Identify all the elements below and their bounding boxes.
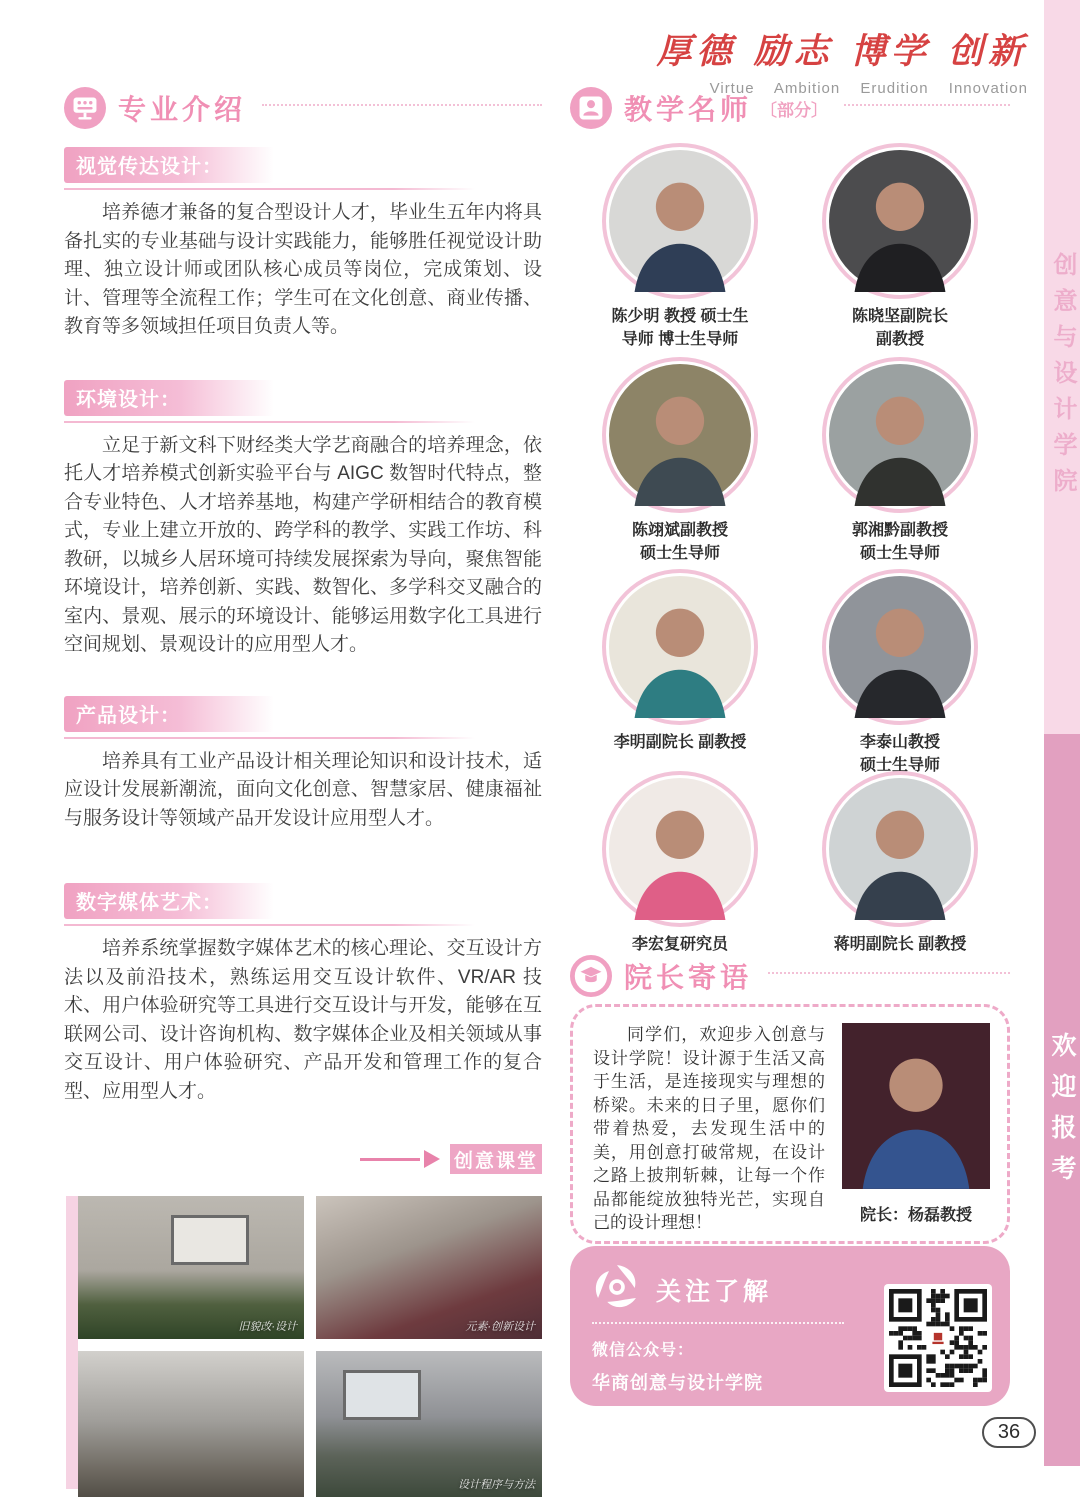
classroom-photo	[78, 1196, 304, 1339]
side-strip-welcome: 欢迎报考	[1048, 1032, 1076, 1196]
major-label: 数字媒体艺术：	[64, 883, 274, 919]
dotted-leader	[262, 104, 542, 106]
page-number: 36	[982, 1417, 1036, 1448]
side-strip-college-name: 创意与设计学院	[1049, 252, 1076, 504]
teacher-card	[609, 360, 751, 572]
teacher-caption: 陈晓坚副院长 副教授	[851, 308, 948, 348]
classroom-banner	[64, 1144, 542, 1174]
teacher-caption: 蒋明副院长 副教授	[833, 936, 967, 953]
teacher-card	[829, 360, 971, 572]
photo-watermark: 元素·创新设计	[465, 1321, 535, 1333]
teacher-photo	[829, 576, 971, 718]
majors-title: 专业介绍	[118, 94, 247, 125]
dotted-leader	[844, 104, 1010, 106]
wechat-account: 华商创意与设计学院	[592, 1373, 763, 1393]
dean-message-title: 院长寄语	[624, 962, 753, 993]
teacher-card	[829, 146, 971, 360]
motto-english: Virtue Ambition Erudition Innovation	[709, 80, 1028, 97]
major-label: 环境设计：	[64, 380, 274, 416]
teacher-caption: 郭湘黔副教授 硕士生导师	[851, 522, 948, 562]
teachers-subtitle: 〔部分〕	[760, 100, 829, 120]
major-description: 培养德才兼备的复合型设计人才，毕业生五年内将具备扎实的专业基础与设计实践能力，能够胜任视觉设计助理、独立设计师或团队核心成员等岗位，完成策划、设计、管理等全流程工作；学生可在文化创意、商业传播、教育等多领域担任项目负责人等。	[64, 202, 542, 337]
banner-arrowhead-icon	[424, 1150, 440, 1168]
right-column	[570, 86, 1010, 1406]
label-underline	[64, 737, 475, 739]
photo-watermark: 旧貌改·设计	[238, 1321, 297, 1333]
swirl-logo-icon	[592, 1262, 642, 1317]
dean-message-header	[570, 954, 1010, 998]
graduation-cap-icon	[570, 955, 612, 997]
teacher-photo	[829, 364, 971, 506]
qr-code-pattern	[889, 1289, 987, 1387]
major-label: 视觉传达设计：	[64, 147, 274, 183]
teacher-photo	[609, 576, 751, 718]
dean-message-text: 同学们，欢迎步入创意与设计学院！设计源于生活又高于生活，是连接现实与理想的桥梁。未来的日子里，愿你们带着热爱，去发现生活中的美，用创意打破常规，在设计之路上披荆斩棘，让每一个作品都能绽放独特光芒，实现自己的设计理想！	[593, 1025, 825, 1232]
label-underline	[64, 924, 475, 926]
classroom-photo	[78, 1351, 304, 1497]
teacher-card	[829, 774, 971, 953]
dotted-leader	[768, 972, 1010, 974]
majors-header	[64, 86, 542, 130]
teacher-photo	[609, 150, 751, 292]
teacher-photo	[829, 150, 971, 292]
wechat-label: 微信公众号：	[592, 1342, 695, 1359]
teachers-header	[570, 86, 1010, 130]
major-description: 培养具有工业产品设计相关理论知识和设计技术，适应设计发展新潮流，面向文化创意、智慧家居、健康福祉与服务设计等领域产品开发设计应用型人才。	[64, 750, 542, 829]
classroom-photo-grid	[78, 1196, 542, 1497]
teacher-caption: 李泰山教授 硕士生导师	[859, 734, 940, 774]
classroom-photo	[316, 1351, 542, 1497]
label-underline	[64, 421, 475, 423]
teacher-caption: 陈少明 教授 硕士生 导师 博士生导师	[611, 308, 749, 348]
dean-caption: 院长：杨磊教授	[859, 1207, 972, 1224]
dotted-divider	[592, 1322, 844, 1324]
motto-chinese: 厚德 励志 博学 创新	[656, 31, 1028, 72]
teacher-photo	[609, 364, 751, 506]
teacher-card	[829, 572, 971, 774]
dean-photo	[842, 1023, 990, 1189]
banner-arrow-line	[360, 1158, 420, 1161]
classroom-banner-label: 创意课堂	[450, 1144, 542, 1174]
label-underline	[64, 188, 475, 190]
teacher-photo	[829, 778, 971, 920]
follow-title: 关注了解	[656, 1277, 773, 1306]
qr-code	[884, 1284, 992, 1392]
follow-box	[570, 1246, 1010, 1406]
dean-photo-block	[841, 1023, 991, 1227]
teacher-photo	[609, 778, 751, 920]
major-description: 立足于新文科下财经类大学艺商融合的培养理念，依托人才培养模式创新实验平台与 AIGC 数智时代特点，整合专业特色、人才培养基地，构建产学研相结合的教育模式，专业上建立开放的、跨学科的教学、实践工作坊、科教研，以城乡人居环境可持续发展探索为导向，聚焦智能环境设计，培养创新、实践、数智化、多学科交叉融合的室内、景观、展示的环境设计、能够运用数字化工具进行空间规划、景观设计的应用型人才。	[64, 434, 542, 655]
teachers-title: 教学名师	[624, 94, 753, 125]
left-column	[64, 86, 542, 1497]
major-environment-design	[64, 380, 542, 660]
photo-watermark: 设计程序与方法	[458, 1479, 535, 1491]
major-product-design	[64, 696, 542, 834]
classroom-photo	[316, 1196, 542, 1339]
dean-message-box	[570, 1004, 1010, 1244]
teacher-caption: 陈翊斌副教授 硕士生导师	[631, 522, 728, 562]
teacher-caption: 李宏复研究员	[631, 936, 728, 953]
classroom-photo-section	[64, 1196, 542, 1497]
teacher-caption: 李明副院长 副教授	[613, 734, 747, 751]
teacher-grid	[570, 146, 1010, 953]
presentation-board-icon	[64, 87, 106, 129]
major-visual-communication	[64, 147, 542, 342]
teacher-icon	[570, 87, 612, 129]
teacher-card	[609, 146, 751, 360]
major-label: 产品设计：	[64, 696, 274, 732]
major-digital-media-art	[64, 883, 542, 1106]
teacher-card	[609, 572, 751, 774]
teacher-card	[609, 774, 751, 953]
major-description: 培养系统掌握数字媒体艺术的核心理论、交互设计方法以及前沿技术，熟练运用交互设计软件、VR/AR 技术、用户体验研究等工具进行交互设计与开发，能够在互联网公司、设计咨询机构、数字媒体企业及相关领域从事交互设计、用户体验研究、产品开发和管理工作的复合型、应用型人才。	[64, 938, 542, 1102]
